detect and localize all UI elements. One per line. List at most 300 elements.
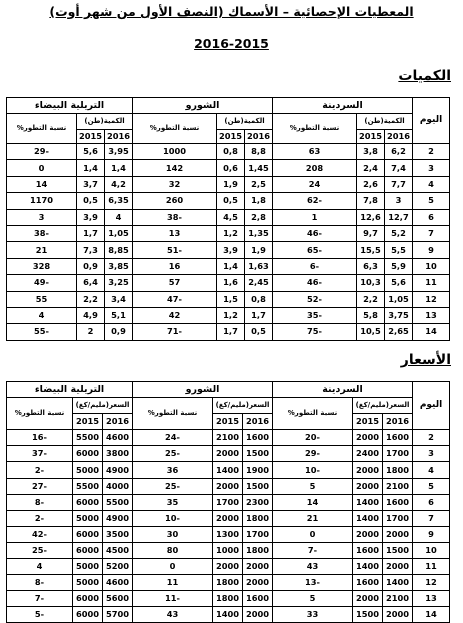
- value-cell: 1800: [383, 462, 413, 478]
- value-cell: 4500: [103, 542, 133, 558]
- value-cell: 27-: [7, 478, 73, 494]
- value-cell: 0,8: [217, 144, 245, 160]
- value-cell: 25-: [133, 478, 213, 494]
- value-cell: 5: [273, 591, 353, 607]
- value-cell: 5,5: [385, 242, 413, 258]
- value-cell: 3,8: [357, 144, 385, 160]
- value-cell: 2-: [7, 462, 73, 478]
- table-row: [7, 542, 450, 558]
- species-header: الشورو: [133, 98, 273, 114]
- year-header: 2015: [357, 130, 385, 144]
- value-cell: 43: [133, 607, 213, 623]
- table-row: [7, 225, 450, 241]
- value-cell: 46-: [273, 225, 357, 241]
- value-cell: 8-: [7, 494, 73, 510]
- value-cell: 5000: [73, 559, 103, 575]
- value-cell: 1,2: [217, 225, 245, 241]
- day-cell: 5: [413, 193, 450, 209]
- day-header: اليوم: [413, 382, 450, 430]
- value-cell: 5: [273, 478, 353, 494]
- value-cell: 5,6: [77, 144, 105, 160]
- value-cell: 8,8: [245, 144, 273, 160]
- value-cell: 14: [273, 494, 353, 510]
- measure-header: الكمية(طن): [217, 114, 273, 130]
- value-cell: 2000: [213, 446, 243, 462]
- table-row: [7, 307, 450, 323]
- value-cell: 3,85: [105, 258, 133, 274]
- species-header: التريلية البيضاء: [7, 98, 133, 114]
- value-cell: 10-: [273, 462, 353, 478]
- value-cell: 4: [7, 307, 77, 323]
- value-cell: 4600: [103, 430, 133, 446]
- value-cell: 1,45: [245, 160, 273, 176]
- value-cell: 36: [133, 462, 213, 478]
- value-cell: 5500: [73, 430, 103, 446]
- growth-header: نسبة التطور%: [273, 398, 353, 430]
- value-cell: 24: [273, 176, 357, 192]
- value-cell: 42-: [7, 526, 73, 542]
- year-header: 2016: [103, 414, 133, 430]
- value-cell: 1500: [243, 446, 273, 462]
- value-cell: 1170: [7, 193, 77, 209]
- value-cell: 1700: [243, 526, 273, 542]
- value-cell: 24-: [133, 430, 213, 446]
- day-cell: 4: [413, 462, 450, 478]
- value-cell: 1,05: [385, 291, 413, 307]
- table-row: [7, 494, 450, 510]
- year-header: 2016: [385, 130, 413, 144]
- value-cell: 12,7: [385, 209, 413, 225]
- value-cell: 1600: [243, 430, 273, 446]
- value-cell: 7,8: [357, 193, 385, 209]
- value-cell: 2000: [353, 591, 383, 607]
- quantities-table: [6, 97, 450, 341]
- value-cell: 71-: [133, 324, 217, 340]
- year-header: 2015: [353, 414, 383, 430]
- value-cell: 1600: [243, 591, 273, 607]
- value-cell: 6-: [273, 258, 357, 274]
- value-cell: 1,4: [105, 160, 133, 176]
- day-cell: 9: [413, 526, 450, 542]
- value-cell: 2,6: [357, 176, 385, 192]
- value-cell: 1400: [353, 559, 383, 575]
- day-cell: 13: [413, 307, 450, 323]
- value-cell: 1,7: [245, 307, 273, 323]
- value-cell: 1800: [213, 591, 243, 607]
- value-cell: 25-: [133, 446, 213, 462]
- value-cell: 1400: [383, 575, 413, 591]
- measure-header: السعر(مليم/كغ): [213, 398, 273, 414]
- value-cell: 4000: [103, 478, 133, 494]
- value-cell: 2000: [353, 526, 383, 542]
- day-cell: 6: [413, 494, 450, 510]
- value-cell: 4,5: [217, 209, 245, 225]
- value-cell: 1900: [243, 462, 273, 478]
- day-cell: 13: [413, 591, 450, 607]
- value-cell: 2000: [243, 559, 273, 575]
- value-cell: 5,9: [385, 258, 413, 274]
- value-cell: 35: [133, 494, 213, 510]
- value-cell: 21: [273, 510, 353, 526]
- value-cell: 0,5: [77, 193, 105, 209]
- year-header: 2015: [73, 414, 103, 430]
- value-cell: 75-: [273, 324, 357, 340]
- day-cell: 11: [413, 559, 450, 575]
- value-cell: 1800: [243, 542, 273, 558]
- value-cell: 42: [133, 307, 217, 323]
- value-cell: 25-: [7, 542, 73, 558]
- table-row: [7, 160, 450, 176]
- species-header: السردينة: [273, 98, 413, 114]
- value-cell: 9,7: [357, 225, 385, 241]
- value-cell: 51-: [133, 242, 217, 258]
- value-cell: 1,4: [217, 258, 245, 274]
- species-header: الشورو: [133, 382, 273, 398]
- value-cell: 20-: [273, 430, 353, 446]
- measure-header: السعر(مليم/كغ): [73, 398, 133, 414]
- value-cell: 1: [273, 209, 357, 225]
- value-cell: 10-: [133, 510, 213, 526]
- value-cell: 55: [7, 291, 77, 307]
- table-row: [7, 258, 450, 274]
- value-cell: 7,7: [385, 176, 413, 192]
- value-cell: 1400: [213, 462, 243, 478]
- year-header: 2015: [213, 414, 243, 430]
- day-cell: 14: [413, 607, 450, 623]
- value-cell: 7,4: [385, 160, 413, 176]
- value-cell: 142: [133, 160, 217, 176]
- value-cell: 1000: [213, 542, 243, 558]
- value-cell: 1700: [213, 494, 243, 510]
- value-cell: 49-: [7, 275, 77, 291]
- value-cell: 0: [7, 160, 77, 176]
- day-cell: 10: [413, 542, 450, 558]
- value-cell: 1,35: [245, 225, 273, 241]
- year-header: 2016: [383, 414, 413, 430]
- value-cell: 1400: [353, 510, 383, 526]
- table-row: [7, 591, 450, 607]
- value-cell: 1,5: [217, 291, 245, 307]
- value-cell: 5,8: [357, 307, 385, 323]
- day-cell: 11: [413, 275, 450, 291]
- value-cell: 8,85: [105, 242, 133, 258]
- table-row: [7, 291, 450, 307]
- value-cell: 6000: [73, 591, 103, 607]
- table-row: [7, 430, 450, 446]
- value-cell: 38-: [7, 225, 77, 241]
- value-cell: 30: [133, 526, 213, 542]
- value-cell: 2400: [353, 446, 383, 462]
- day-header: اليوم: [413, 98, 450, 144]
- value-cell: 11: [133, 575, 213, 591]
- value-cell: 6000: [73, 542, 103, 558]
- value-cell: 14: [7, 176, 77, 192]
- value-cell: 3: [385, 193, 413, 209]
- value-cell: 5600: [103, 591, 133, 607]
- value-cell: 2000: [353, 478, 383, 494]
- value-cell: 80: [133, 542, 213, 558]
- value-cell: 5000: [73, 510, 103, 526]
- value-cell: 4: [7, 559, 73, 575]
- prices-table: [6, 381, 450, 623]
- value-cell: 10,3: [357, 275, 385, 291]
- value-cell: 0,9: [77, 258, 105, 274]
- value-cell: 2000: [353, 462, 383, 478]
- value-cell: 3500: [103, 526, 133, 542]
- value-cell: 5200: [103, 559, 133, 575]
- species-header: السردينة: [273, 382, 413, 398]
- value-cell: 29-: [7, 144, 77, 160]
- value-cell: 1000: [133, 144, 217, 160]
- value-cell: 57: [133, 275, 217, 291]
- table-row: [7, 575, 450, 591]
- value-cell: 1300: [213, 526, 243, 542]
- day-cell: 12: [413, 575, 450, 591]
- value-cell: 1500: [353, 607, 383, 623]
- value-cell: 1600: [383, 494, 413, 510]
- value-cell: 2000: [243, 575, 273, 591]
- value-cell: 3,9: [77, 209, 105, 225]
- value-cell: 1,7: [217, 324, 245, 340]
- value-cell: 2,65: [385, 324, 413, 340]
- value-cell: 6000: [73, 494, 103, 510]
- value-cell: 32: [133, 176, 217, 192]
- measure-header: الكمية(طن): [77, 114, 133, 130]
- value-cell: 52-: [273, 291, 357, 307]
- table-row: [7, 478, 450, 494]
- value-cell: 1600: [383, 430, 413, 446]
- growth-header: نسبة التطور%: [133, 398, 213, 430]
- value-cell: 4,2: [105, 176, 133, 192]
- table-row: [7, 275, 450, 291]
- day-cell: 12: [413, 291, 450, 307]
- value-cell: 1,8: [245, 193, 273, 209]
- day-cell: 5: [413, 478, 450, 494]
- species-header: التريلية البيضاء: [7, 382, 133, 398]
- value-cell: 208: [273, 160, 357, 176]
- value-cell: 3,75: [385, 307, 413, 323]
- value-cell: 0,5: [245, 324, 273, 340]
- value-cell: 0: [273, 526, 353, 542]
- value-cell: 2,2: [357, 291, 385, 307]
- value-cell: 328: [7, 258, 77, 274]
- year-header: 2015: [77, 130, 105, 144]
- value-cell: 21: [7, 242, 77, 258]
- day-cell: 10: [413, 258, 450, 274]
- growth-header: نسبة التطور%: [7, 114, 77, 144]
- value-cell: 0: [133, 559, 213, 575]
- value-cell: 5500: [73, 478, 103, 494]
- table-row: [7, 176, 450, 192]
- value-cell: 5,1: [105, 307, 133, 323]
- value-cell: 29-: [273, 446, 353, 462]
- value-cell: 1,2: [217, 307, 245, 323]
- value-cell: 4600: [103, 575, 133, 591]
- table-row: [7, 510, 450, 526]
- value-cell: 3800: [103, 446, 133, 462]
- growth-header: نسبة التطور%: [7, 398, 73, 430]
- value-cell: 4: [105, 209, 133, 225]
- value-cell: 63: [273, 144, 357, 160]
- table-row: [7, 559, 450, 575]
- value-cell: 7-: [273, 542, 353, 558]
- value-cell: 1,7: [77, 225, 105, 241]
- value-cell: 16-: [7, 430, 73, 446]
- value-cell: 1700: [383, 446, 413, 462]
- year-header: 2016: [243, 414, 273, 430]
- value-cell: 13-: [273, 575, 353, 591]
- value-cell: 2,4: [357, 160, 385, 176]
- value-cell: 1800: [213, 575, 243, 591]
- value-cell: 5,2: [385, 225, 413, 241]
- year-header: 2016: [105, 130, 133, 144]
- value-cell: 1500: [243, 478, 273, 494]
- value-cell: 5700: [103, 607, 133, 623]
- value-cell: 5,6: [385, 275, 413, 291]
- value-cell: 46-: [273, 275, 357, 291]
- section-title-prices: الأسعار: [400, 352, 451, 368]
- value-cell: 2000: [213, 559, 243, 575]
- value-cell: 1,63: [245, 258, 273, 274]
- value-cell: 2-: [7, 510, 73, 526]
- value-cell: 1,9: [245, 242, 273, 258]
- value-cell: 2000: [383, 526, 413, 542]
- value-cell: 5000: [73, 462, 103, 478]
- value-cell: 37-: [7, 446, 73, 462]
- value-cell: 12,6: [357, 209, 385, 225]
- value-cell: 6,4: [77, 275, 105, 291]
- value-cell: 2,5: [245, 176, 273, 192]
- table-row: [7, 193, 450, 209]
- day-cell: 9: [413, 242, 450, 258]
- value-cell: 35-: [273, 307, 357, 323]
- value-cell: 1,05: [105, 225, 133, 241]
- value-cell: 15,5: [357, 242, 385, 258]
- day-cell: 6: [413, 209, 450, 225]
- value-cell: 5-: [7, 607, 73, 623]
- day-cell: 2: [413, 144, 450, 160]
- table-row: [7, 242, 450, 258]
- value-cell: 1400: [213, 607, 243, 623]
- value-cell: 5000: [73, 575, 103, 591]
- value-cell: 8-: [7, 575, 73, 591]
- value-cell: 3,4: [105, 291, 133, 307]
- value-cell: 47-: [133, 291, 217, 307]
- value-cell: 62-: [273, 193, 357, 209]
- value-cell: 3,25: [105, 275, 133, 291]
- value-cell: 6,35: [105, 193, 133, 209]
- value-cell: 3: [7, 209, 77, 225]
- value-cell: 43: [273, 559, 353, 575]
- value-cell: 33: [273, 607, 353, 623]
- value-cell: 1600: [353, 542, 383, 558]
- table-row: [7, 526, 450, 542]
- day-cell: 3: [413, 446, 450, 462]
- day-cell: 7: [413, 510, 450, 526]
- table-row: [7, 209, 450, 225]
- value-cell: 13: [133, 225, 217, 241]
- growth-header: نسبة التطور%: [133, 114, 217, 144]
- table-row: [7, 446, 450, 462]
- table-row: [7, 324, 450, 340]
- value-cell: 0,6: [217, 160, 245, 176]
- page-year: 2016-2015: [194, 36, 269, 51]
- value-cell: 7,3: [77, 242, 105, 258]
- day-cell: 2: [413, 430, 450, 446]
- page-title: المعطيات الإحصائية – الأسماك (النصف الأول من شهر أوت): [49, 4, 414, 19]
- value-cell: 10,5: [357, 324, 385, 340]
- value-cell: 38-: [133, 209, 217, 225]
- value-cell: 2000: [213, 478, 243, 494]
- measure-header: السعر(مليم/كغ): [353, 398, 413, 414]
- year-header: 2016: [245, 130, 273, 144]
- value-cell: 1,9: [217, 176, 245, 192]
- value-cell: 2100: [383, 478, 413, 494]
- day-cell: 3: [413, 160, 450, 176]
- value-cell: 6000: [73, 446, 103, 462]
- day-cell: 7: [413, 225, 450, 241]
- value-cell: 0,9: [105, 324, 133, 340]
- value-cell: 65-: [273, 242, 357, 258]
- value-cell: 1600: [353, 575, 383, 591]
- value-cell: 55-: [7, 324, 77, 340]
- year-header: 2015: [217, 130, 245, 144]
- section-title-quantities: الكميات: [398, 68, 451, 84]
- value-cell: 2000: [213, 510, 243, 526]
- value-cell: 2,45: [245, 275, 273, 291]
- value-cell: 7-: [7, 591, 73, 607]
- table-row: [7, 462, 450, 478]
- day-cell: 4: [413, 176, 450, 192]
- value-cell: 11-: [133, 591, 213, 607]
- value-cell: 3,7: [77, 176, 105, 192]
- value-cell: 1700: [383, 510, 413, 526]
- value-cell: 6000: [73, 526, 103, 542]
- value-cell: 2000: [383, 559, 413, 575]
- value-cell: 6,3: [357, 258, 385, 274]
- value-cell: 5500: [103, 494, 133, 510]
- value-cell: 2,2: [77, 291, 105, 307]
- measure-header: الكمية(طن): [357, 114, 413, 130]
- value-cell: 4,9: [77, 307, 105, 323]
- value-cell: 2100: [383, 591, 413, 607]
- value-cell: 0,8: [245, 291, 273, 307]
- day-cell: 14: [413, 324, 450, 340]
- value-cell: 6000: [73, 607, 103, 623]
- value-cell: 1400: [353, 494, 383, 510]
- value-cell: 1500: [383, 542, 413, 558]
- value-cell: 1,4: [77, 160, 105, 176]
- value-cell: 2300: [243, 494, 273, 510]
- value-cell: 2,8: [245, 209, 273, 225]
- value-cell: 0,5: [217, 193, 245, 209]
- value-cell: 2000: [243, 607, 273, 623]
- value-cell: 6,2: [385, 144, 413, 160]
- value-cell: 4900: [103, 462, 133, 478]
- value-cell: 3,95: [105, 144, 133, 160]
- value-cell: 2100: [213, 430, 243, 446]
- value-cell: 16: [133, 258, 217, 274]
- value-cell: 1,6: [217, 275, 245, 291]
- value-cell: 4900: [103, 510, 133, 526]
- table-row: [7, 144, 450, 160]
- value-cell: 2: [77, 324, 105, 340]
- value-cell: 260: [133, 193, 217, 209]
- growth-header: نسبة التطور%: [273, 114, 357, 144]
- value-cell: 1800: [243, 510, 273, 526]
- value-cell: 3,9: [217, 242, 245, 258]
- value-cell: 2000: [353, 430, 383, 446]
